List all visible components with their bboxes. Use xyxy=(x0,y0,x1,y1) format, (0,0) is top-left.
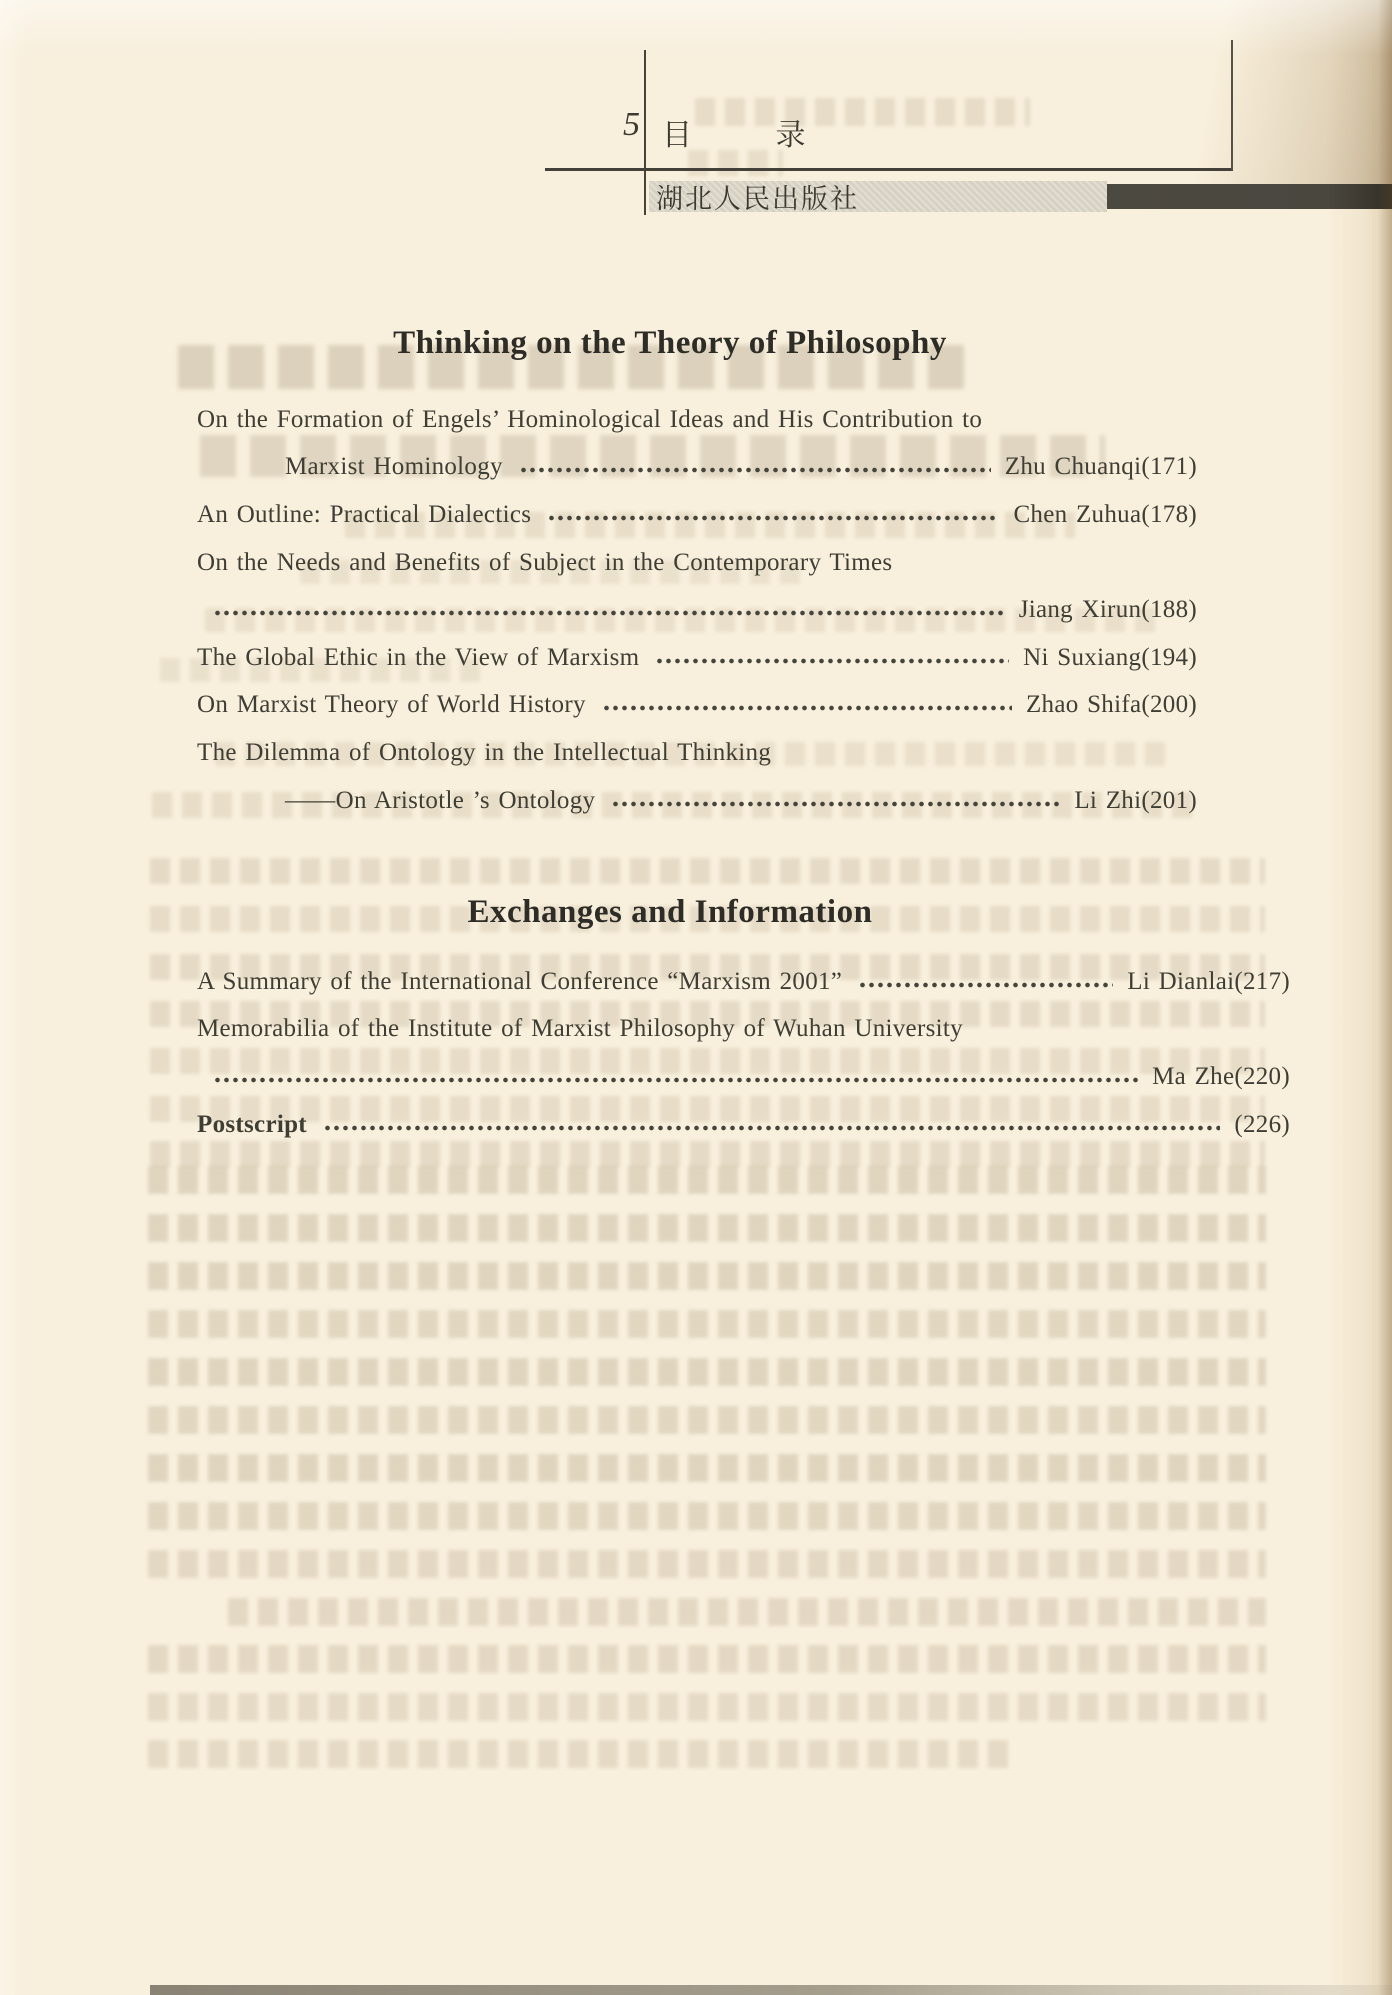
toc-row xyxy=(197,1053,1290,1101)
section-title-exchanges: Exchanges and Information xyxy=(467,894,873,931)
toc-row xyxy=(197,634,1197,682)
dotted-leader xyxy=(323,1124,1220,1132)
toc-entry-title: Postscript xyxy=(197,1110,307,1138)
page-edge-shadow xyxy=(1378,0,1392,1995)
toc-entry-title: Memorabilia of the Institute of Marxist Philosophy of Wuhan University xyxy=(197,1015,963,1043)
dotted-leader xyxy=(519,466,991,474)
header-vertical-rule-right xyxy=(1231,40,1233,170)
bleedthrough-text-line xyxy=(148,1454,1266,1482)
bleedthrough-text-line xyxy=(148,1693,1266,1721)
dotted-leader xyxy=(213,1076,1138,1084)
bleedthrough-text-line xyxy=(228,1598,1266,1626)
bleedthrough-text-line xyxy=(148,1214,1266,1242)
toc-row xyxy=(197,491,1197,539)
toc-row xyxy=(197,729,1197,777)
dotted-leader xyxy=(213,609,1005,617)
toc-entry-author-page: Li Zhi(201) xyxy=(1074,786,1197,814)
toc-rows-exchanges xyxy=(197,958,1290,1148)
toc-entry-title: A Summary of the International Conference “Marxism 2001” xyxy=(197,967,843,995)
toc-rows-philosophy xyxy=(197,396,1197,824)
publisher-highlight-bar xyxy=(649,181,1107,212)
dotted-leader xyxy=(655,657,1009,665)
publisher-label: 湖北人民出版社 xyxy=(656,184,859,214)
toc-entry-author-page: Li Dianlai(217) xyxy=(1127,967,1290,995)
toc-row xyxy=(197,586,1197,634)
toc-row xyxy=(197,539,1197,587)
toc-entry-author-page: Ma Zhe(220) xyxy=(1152,1062,1290,1090)
bleedthrough-text-line xyxy=(148,1645,1266,1673)
bleedthrough-text-line xyxy=(148,1310,1266,1338)
header-page-number: 5 xyxy=(623,106,640,143)
header-horizontal-rule xyxy=(545,168,1233,171)
toc-entry-author-page: Ni Suxiang(194) xyxy=(1023,643,1197,671)
header-vertical-rule xyxy=(644,50,646,215)
toc-entry-author-page: Zhu Chuanqi(171) xyxy=(1004,453,1197,481)
toc-row xyxy=(197,682,1197,730)
bleedthrough-text-line xyxy=(148,1358,1266,1386)
toc-entry-title: The Dilemma of Ontology in the Intellectual Thinking xyxy=(197,738,772,766)
toc-entry-author-page: Chen Zuhua(178) xyxy=(1013,500,1197,528)
bleedthrough-text-line xyxy=(148,1502,1266,1530)
toc-entry-author-page: (226) xyxy=(1234,1110,1290,1138)
toc-entry-title: An Outline: Practical Dialectics xyxy=(197,500,532,528)
bleedthrough-text-line xyxy=(148,1550,1266,1578)
dotted-leader xyxy=(611,800,1060,808)
dark-redaction-bar xyxy=(1107,184,1392,209)
bleedthrough-text-line xyxy=(150,858,1265,884)
bleedthrough-text-line xyxy=(148,1166,1266,1194)
bleedthrough-text-line xyxy=(148,1262,1266,1290)
toc-entry-author-page: Zhao Shifa(200) xyxy=(1025,691,1197,719)
toc-entry-title: ——On Aristotle ’s Ontology xyxy=(285,786,596,814)
bleedthrough-text-line xyxy=(148,1406,1266,1434)
toc-entry-title: On the Needs and Benefits of Subject in the Contemporary Times xyxy=(197,548,893,576)
toc-row xyxy=(197,777,1197,825)
toc-row xyxy=(197,396,1197,444)
toc-entry-title: The Global Ethic in the View of Marxism xyxy=(197,643,640,671)
toc-row xyxy=(197,958,1290,1006)
toc-entry-title: On the Formation of Engels’ Hominological Ideas and His Contribution to xyxy=(197,405,983,433)
dotted-leader xyxy=(602,704,1012,712)
toc-entry-title: Marxist Hominology xyxy=(285,453,503,481)
section-title-philosophy: Thinking on the Theory of Philosophy xyxy=(393,325,947,362)
header-toc-label: 目 录 xyxy=(662,119,844,152)
toc-entry-author-page: Jiang Xirun(188) xyxy=(1018,596,1197,624)
dotted-leader xyxy=(858,981,1113,989)
toc-row xyxy=(197,444,1197,492)
toc-entry-title: On Marxist Theory of World History xyxy=(197,691,586,719)
bleedthrough-text-line xyxy=(148,1740,1018,1768)
toc-row xyxy=(197,1006,1290,1054)
bottom-scan-bar xyxy=(150,1985,1392,1995)
dotted-leader xyxy=(547,514,999,522)
toc-row xyxy=(197,1101,1290,1149)
scan-shadow-top-right xyxy=(1140,0,1392,185)
